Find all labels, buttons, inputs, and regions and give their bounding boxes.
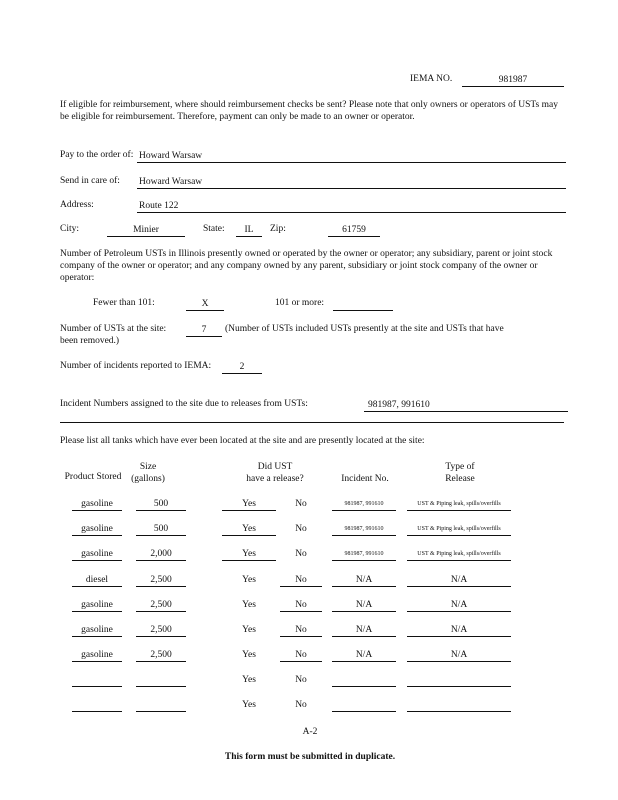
row-yes[interactable]: Yes (242, 650, 256, 660)
row-yes[interactable]: Yes (222, 548, 276, 561)
header-type-1: Type of (445, 462, 475, 472)
row-product[interactable]: gasoline (72, 523, 122, 536)
row-size[interactable]: 2,500 (136, 574, 186, 587)
row-product[interactable] (72, 699, 122, 712)
row-yes[interactable]: Yes (242, 575, 256, 585)
header-size-2: (gallons) (131, 474, 165, 484)
usts-at-site-note: (Number of USTs included USTs presently at the site and USTs that have been removed.) (60, 324, 504, 346)
row-product[interactable] (72, 674, 122, 687)
pay-to-label: Pay to the order of: (60, 150, 134, 160)
address-field[interactable]: Route 122 (137, 200, 566, 213)
more-than-label: 101 or more: (275, 298, 325, 308)
header-incident: Incident No. (341, 474, 389, 484)
row-size[interactable]: 2,500 (136, 599, 186, 612)
row-no[interactable]: No (280, 649, 322, 662)
row-product[interactable]: gasoline (72, 624, 122, 637)
row-no[interactable]: No (280, 599, 322, 612)
row-incident[interactable]: 981987, 991610 (332, 498, 396, 511)
header-size-1: Size (139, 462, 157, 472)
header-release-2: have a release? (246, 474, 304, 484)
row-yes[interactable]: Yes (222, 498, 276, 511)
row-product[interactable]: gasoline (72, 548, 122, 561)
row-size[interactable] (136, 699, 186, 712)
row-product[interactable]: gasoline (72, 649, 122, 662)
iema-no-field[interactable]: 981987 (462, 74, 564, 87)
send-care-label: Send in care of: (60, 176, 120, 186)
row-product[interactable]: gasoline (72, 498, 122, 511)
footer-note: This form must be submitted in duplicate. (224, 752, 396, 762)
row-no[interactable]: No (280, 574, 322, 587)
row-type[interactable]: UST & Piping leak, spills/overfills (407, 548, 511, 561)
row-size[interactable] (136, 674, 186, 687)
row-yes[interactable]: Yes (222, 523, 276, 536)
state-label: State: (203, 224, 225, 234)
page-number: A-2 (302, 727, 318, 737)
address-label: Address: (60, 200, 94, 210)
row-no[interactable]: No (295, 675, 307, 685)
row-type[interactable]: N/A (407, 599, 511, 612)
row-yes[interactable]: Yes (242, 625, 256, 635)
city-field[interactable]: Minier (107, 224, 185, 237)
row-type[interactable]: N/A (407, 574, 511, 587)
row-type[interactable]: UST & Piping leak, spills/overfills (407, 523, 511, 536)
more-than-field[interactable] (333, 298, 393, 311)
fewer-than-label: Fewer than 101: (93, 298, 155, 308)
row-size[interactable]: 2,500 (136, 649, 186, 662)
header-release-1: Did UST (257, 462, 293, 472)
row-no[interactable]: No (295, 524, 307, 534)
petroleum-question: Number of Petroleum USTs in Illinois presently owned or operated by the owner or operator; any subsidiary, parent or joint stock company of the owner or operator; and any company owned by any parent, subsidiary or joint stock company of the owner or operator: (60, 249, 553, 283)
row-type[interactable]: UST & Piping leak, spills/overfills (407, 498, 511, 511)
row-no[interactable]: No (295, 549, 307, 559)
incident-numbers-field[interactable]: 981987, 991610 (364, 399, 568, 412)
send-care-field[interactable]: Howard Warsaw (137, 176, 566, 189)
row-yes[interactable]: Yes (242, 600, 256, 610)
reimbursement-note: If eligible for reimbursement, where should reimbursement checks be sent? Please note that only owners or operators of USTs may be eligible for reimbursement. Therefore, payment can only be made to an owner or operator. (60, 100, 558, 122)
header-product: Product Stored (64, 472, 122, 482)
row-type[interactable]: N/A (407, 649, 511, 662)
row-incident[interactable] (332, 674, 396, 687)
row-size[interactable]: 2,000 (136, 548, 186, 561)
row-no[interactable]: No (295, 700, 307, 710)
incidents-reported-label: Number of incidents reported to IEMA: (60, 361, 212, 371)
row-type[interactable] (407, 674, 511, 687)
row-incident[interactable]: 981987, 991610 (332, 548, 396, 561)
section-divider (60, 422, 564, 423)
row-incident[interactable]: N/A (332, 574, 396, 587)
zip-label: Zip: (270, 224, 286, 234)
row-type[interactable] (407, 699, 511, 712)
row-incident[interactable]: N/A (332, 599, 396, 612)
pay-to-field[interactable]: Howard Warsaw (137, 150, 566, 163)
fewer-than-field[interactable]: X (186, 298, 224, 311)
row-no[interactable]: No (295, 499, 307, 509)
row-incident[interactable]: N/A (332, 624, 396, 637)
row-type[interactable]: N/A (407, 624, 511, 637)
row-incident[interactable] (332, 699, 396, 712)
header-type-2: Release (445, 474, 475, 484)
row-yes[interactable]: Yes (242, 675, 256, 685)
row-no[interactable]: No (280, 624, 322, 637)
row-incident[interactable]: N/A (332, 649, 396, 662)
row-product[interactable]: diesel (72, 574, 122, 587)
tanks-instruction: Please list all tanks which have ever been located at the site and are presently located at the site: (60, 436, 425, 446)
usts-at-site-field[interactable]: 7 (186, 324, 222, 337)
incidents-reported-field[interactable]: 2 (222, 361, 262, 374)
row-product[interactable]: gasoline (72, 599, 122, 612)
state-field[interactable]: IL (236, 224, 262, 237)
row-size[interactable]: 500 (136, 523, 186, 536)
usts-at-site-label: Number of USTs at the site: (60, 324, 167, 334)
row-size[interactable]: 500 (136, 498, 186, 511)
zip-field[interactable]: 61759 (328, 224, 380, 237)
row-incident[interactable]: 981987, 991610 (332, 523, 396, 536)
city-label: City: (60, 224, 80, 234)
incident-numbers-label: Incident Numbers assigned to the site due to releases from USTs: (60, 399, 308, 409)
row-yes[interactable]: Yes (242, 700, 256, 710)
iema-no-label: IEMA NO. (410, 74, 453, 84)
row-size[interactable]: 2,500 (136, 624, 186, 637)
